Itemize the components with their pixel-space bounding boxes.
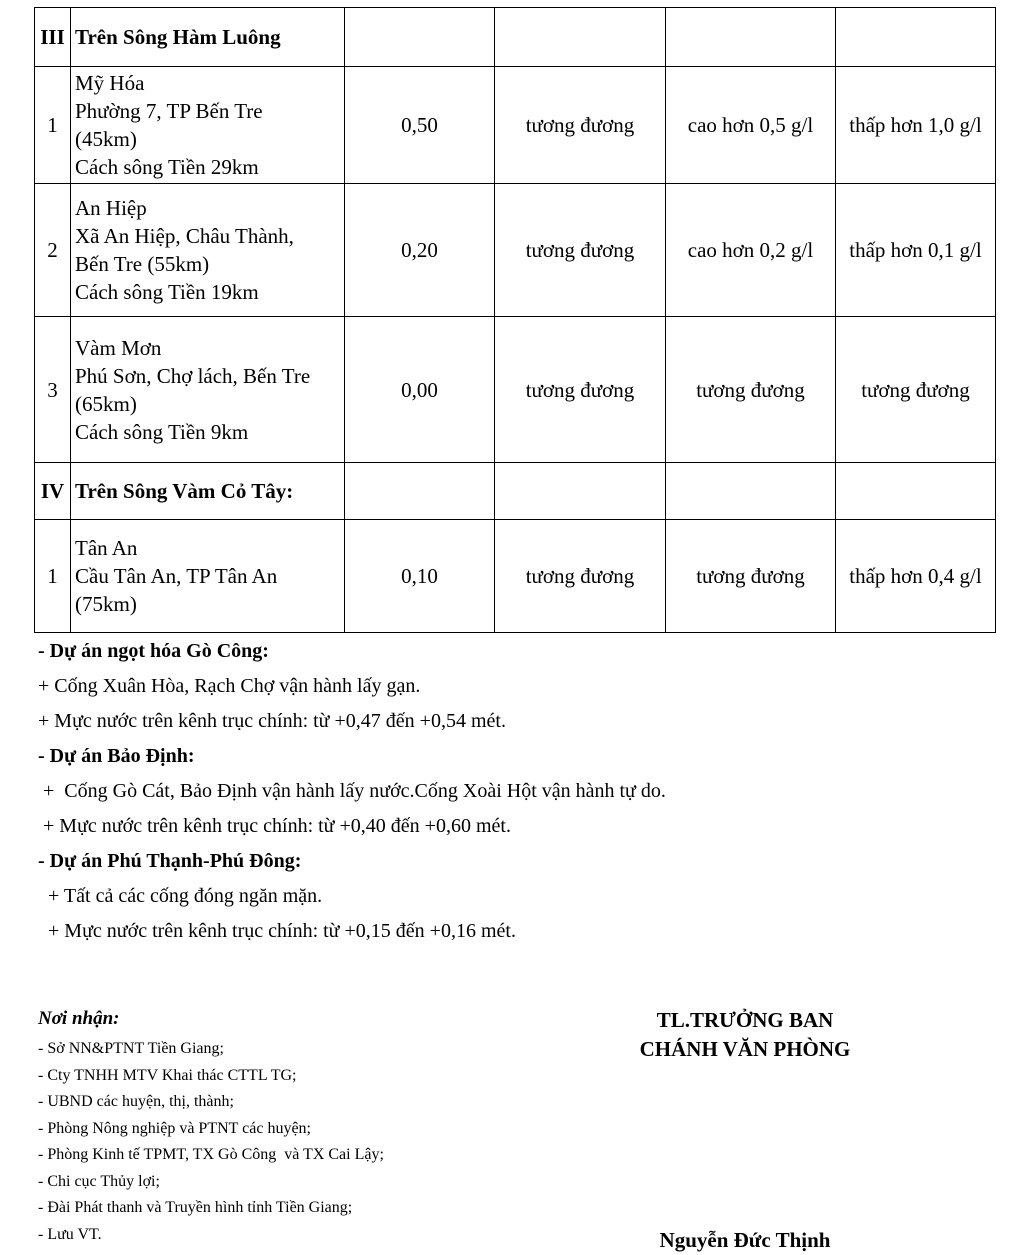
salinity-value: 0,00 <box>345 317 495 463</box>
comparison-1: tương đương <box>495 317 666 463</box>
signature-title-line1: TL.TRƯỞNG BAN <box>656 1008 834 1032</box>
comparison-1: tương đương <box>495 67 666 184</box>
section-title: Trên Sông Vàm Cỏ Tây: <box>71 463 345 520</box>
location-line: Tân An <box>75 536 138 560</box>
salinity-value: 0,20 <box>345 184 495 317</box>
section-numeral: III <box>35 8 71 67</box>
empty-cell <box>495 463 666 520</box>
row-number: 1 <box>35 67 71 184</box>
recipient-item: - Cty TNHH MTV Khai thác CTTL TG; <box>38 1066 297 1084</box>
empty-cell <box>495 8 666 67</box>
table-row <box>35 317 996 463</box>
location-line: Bến Tre (55km) <box>75 252 210 276</box>
salinity-value: 0,50 <box>345 67 495 184</box>
empty-cell <box>345 463 495 520</box>
location-line: Xã An Hiệp, Châu Thành, <box>75 224 294 248</box>
project-note-line: + Mực nước trên kênh trục chính: từ +0,47 đến +0,54 mét. <box>38 710 506 732</box>
comparison-2: cao hơn 0,2 g/l <box>666 184 836 317</box>
location-line: Vàm Mơn <box>75 335 162 360</box>
location-line: Phú Sơn, Chợ lách, Bến Tre <box>75 363 311 388</box>
project-heading: - Dự án Bảo Định: <box>38 745 195 767</box>
empty-cell <box>836 8 996 67</box>
project-heading: - Dự án Phú Thạnh-Phú Đông: <box>38 850 302 872</box>
comparison-2: tương đương <box>666 317 836 463</box>
comparison-3: thấp hơn 1,0 g/l <box>836 67 996 184</box>
table-row <box>35 184 996 317</box>
recipient-item: - Phòng Nông nghiệp và PTNT các huyện; <box>38 1119 311 1137</box>
signature-block <box>575 1006 915 1064</box>
table-row <box>35 67 996 184</box>
empty-cell <box>836 463 996 520</box>
location-line: Cách sông Tiền 9km <box>75 419 249 444</box>
table-row <box>35 520 996 633</box>
location-line: Phường 7, TP Bến Tre <box>75 99 263 123</box>
location-line: (65km) <box>75 391 137 416</box>
recipient-item: - Sở NN&PTNT Tiền Giang; <box>38 1040 224 1057</box>
salinity-value: 0,10 <box>345 520 495 633</box>
signature-title-line2: CHÁNH VĂN PHÒNG <box>639 1037 851 1061</box>
section-numeral: IV <box>35 463 71 520</box>
project-note-line: + Tất cả các cống đóng ngăn mặn. <box>38 885 323 907</box>
row-number: 1 <box>35 520 71 633</box>
section-title: Trên Sông Hàm Luông <box>71 8 345 67</box>
comparison-1: tương đương <box>495 184 666 317</box>
location-cell <box>71 67 345 184</box>
row-number: 3 <box>35 317 71 463</box>
location-line: Mỹ Hóa <box>75 71 145 95</box>
recipients-block <box>38 1008 598 1248</box>
recipients-title: Nơi nhận: <box>38 1008 120 1029</box>
location-line: (75km) <box>75 592 137 616</box>
signer-name: Nguyễn Đức Thịnh <box>659 1228 831 1252</box>
comparison-2: cao hơn 0,5 g/l <box>666 67 836 184</box>
recipient-item: - Chi cục Thủy lợi; <box>38 1172 160 1190</box>
location-line: Cách sông Tiền 19km <box>75 280 259 304</box>
recipient-item: - Phòng Kinh tế TPMT, TX Gò Công và TX Cai Lậy; <box>38 1146 384 1163</box>
project-note-line: + Cống Gò Cát, Bảo Định vận hành lấy nước.Cống Xoài Hột vận hành tự do. <box>38 780 666 802</box>
empty-cell <box>666 463 836 520</box>
location-line: (45km) <box>75 127 137 151</box>
row-number: 2 <box>35 184 71 317</box>
project-note-line: + Mực nước trên kênh trục chính: từ +0,40 đến +0,60 mét. <box>38 815 511 837</box>
project-notes <box>38 636 998 951</box>
recipient-item: - Đài Phát thanh và Truyền hình tỉnh Tiền Giang; <box>38 1199 353 1216</box>
location-cell <box>71 317 345 463</box>
recipient-item: - Lưu VT. <box>38 1225 102 1243</box>
project-note-line: + Mực nước trên kênh trục chính: từ +0,15 đến +0,16 mét. <box>38 920 516 942</box>
location-line: An Hiệp <box>75 196 147 220</box>
comparison-2: tương đương <box>666 520 836 633</box>
location-line: Cầu Tân An, TP Tân An <box>75 564 278 588</box>
comparison-3: thấp hơn 0,4 g/l <box>836 520 996 633</box>
empty-cell <box>345 8 495 67</box>
section-row <box>35 463 996 520</box>
comparison-3: tương đương <box>836 317 996 463</box>
location-cell <box>71 520 345 633</box>
location-cell <box>71 184 345 317</box>
project-note-line: + Cống Xuân Hòa, Rạch Chợ vận hành lấy gạn. <box>38 675 421 697</box>
empty-cell <box>666 8 836 67</box>
salinity-table <box>34 7 996 633</box>
location-line: Cách sông Tiền 29km <box>75 155 259 179</box>
project-heading: - Dự án ngọt hóa Gò Công: <box>38 640 269 662</box>
comparison-3: thấp hơn 0,1 g/l <box>836 184 996 317</box>
comparison-1: tương đương <box>495 520 666 633</box>
recipient-item: - UBND các huyện, thị, thành; <box>38 1093 234 1110</box>
section-row <box>35 8 996 67</box>
